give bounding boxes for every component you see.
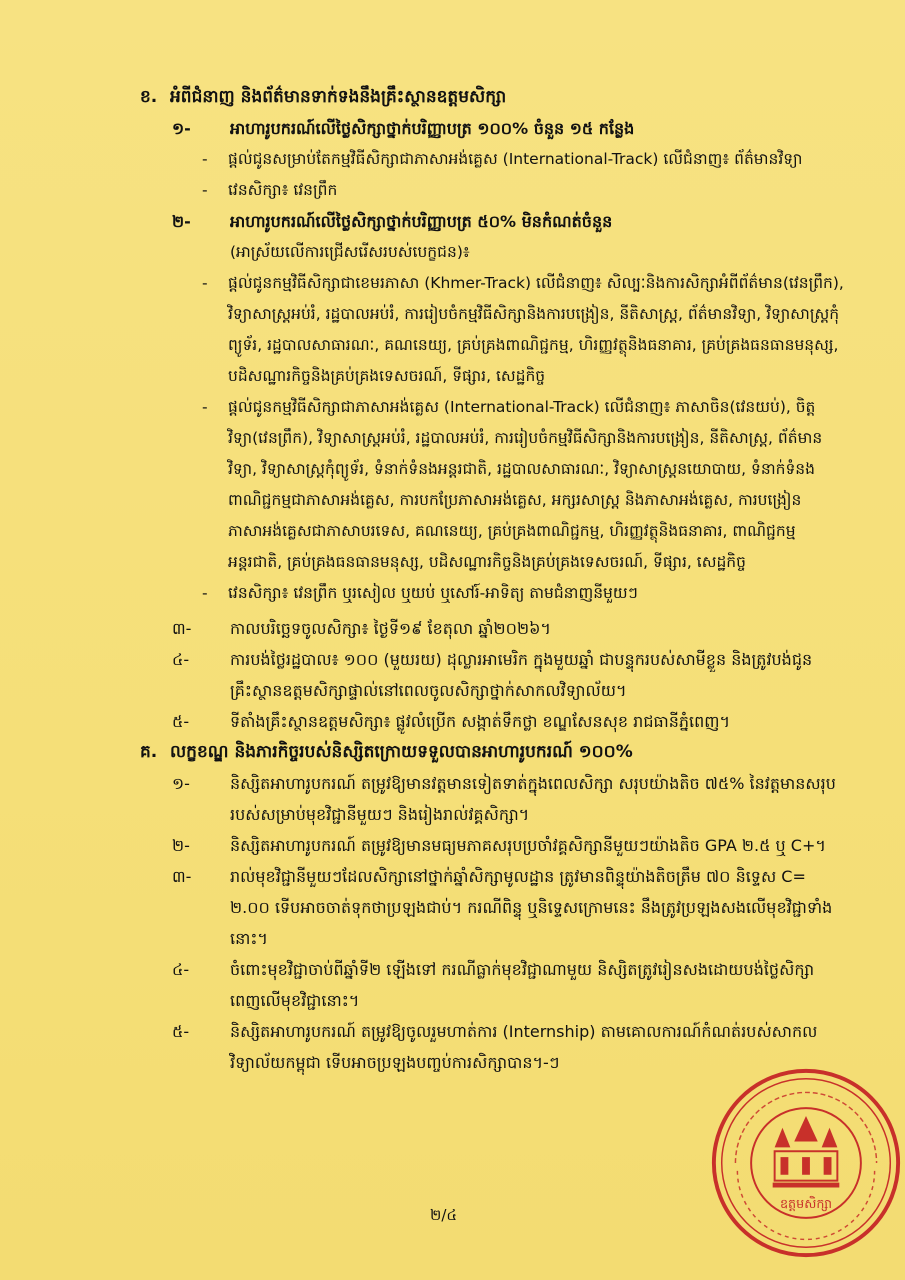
item-text: និស្សិតអាហារូបករណ៍ តម្រូវឱ្យចូលរួមហាត់ការ (Internship) តាមគោលការណ៍កំណត់របស់សាកលវិទ្យាល័យកម្ពុជា ទើបអាចប្រឡងបញ្ចប់ការសិក្សាបាន។-ៗ: [230, 1022, 818, 1072]
sub-text: ផ្តល់ជូនកម្មវិធីសិក្សាជាភាសាអង់គ្លេស (International-Track) លើជំនាញ៖ ភាសាចិន(វេនយប់), ចិត្តវិទ្យា(វេនព្រឹក), វិទ្យាសាស្ត្រអប់រំ, រដ្ឋបាលអប់រំ, ការរៀបចំកម្មវិធីសិក្សានិងការបង្រៀន, នីតិសាស្ត្រ, ព័ត៌មានវិទ្យា, វិទ្យាសាស្ត្រកុំព្យូទ័រ, ទំនាក់ទំនងអន្តរជាតិ, រដ្ឋបាលសាធារណៈ, វិទ្យាសាស្ត្រនយោបាយ, ទំនាក់ទំនងពាណិជ្ជកម្មជាភាសាអង់គ្លេស, ការបកប្រែភាសាអង់គ្លេស, អក្សរសាស្ត្រ និងភាសាអង់គ្លេស, ការបង្រៀនភាសាអង់គ្លេសជាភាសាបរទេស, គណនេយ្យ, គ្រប់គ្រងពាណិជ្ជកម្ម, ហិរញ្ញវត្ថុនិងធនាគារ, ពាណិជ្ជកម្មអន្តរជាតិ, គ្រប់គ្រងធនធានមនុស្ស, បដិសណ្ឋារកិច្ចនិងគ្រប់គ្រងទេសចរណ៍, ទីផ្សារ, សេដ្ឋកិច្ច: [228, 398, 823, 571]
section-c-number: គ.: [140, 742, 158, 762]
item-number: ៣-: [172, 867, 192, 886]
section-b-item-4: [172, 644, 845, 706]
item-text: អាហារូបករណ៍លើថ្លៃសិក្សាថ្នាក់បរិញ្ញាបត្រ ១០០% ចំនួន ១៥ កន្លែង: [230, 119, 635, 138]
sub-text: វេនសិក្សា៖ វេនព្រឹក: [228, 181, 338, 199]
section-c-heading: [140, 737, 845, 768]
item-text: រាល់មុខវិជ្ជានីមួយៗដែលសិក្សានៅថ្នាក់ឆ្នាំសិក្សាមូលដ្ឋាន ត្រូវមានពិន្ទុយ៉ាងតិចត្រឹម ៧០ និទ្ទេស C= ២.០០ ទើបអាចចាត់ទុកថាប្រឡងជាប់។ ករណីពិន្ទុ ឬនិទ្ទេសក្រោមនេះ នឹងត្រូវប្រឡងសងលើមុខវិជ្ជាទាំងនោះ។: [230, 867, 833, 948]
section-b-item-2-sub-1: [202, 268, 845, 392]
section-c-title: លក្ខខណ្ឌ និងភារកិច្ចរបស់និស្សិតក្រោយទទួលបានអាហារូបករណ៍ ១០០%: [170, 742, 633, 762]
item-text: អាហារូបករណ៍លើថ្លៃសិក្សាថ្នាក់បរិញ្ញាបត្រ ៥០% មិនកំណត់ចំនួន: [230, 212, 613, 231]
bullet-dash: -: [202, 584, 208, 602]
section-c-item-2: [172, 830, 845, 861]
item-number: ៥-: [172, 1022, 190, 1041]
section-b-item-2: [172, 206, 845, 237]
official-seal-icon: [708, 1065, 904, 1261]
section-b-item-2-sub-3: [202, 578, 845, 609]
page-number: ២/៤: [430, 1206, 458, 1224]
item-number: ៣-: [172, 619, 192, 638]
section-b-item-2-sub-2: [202, 392, 845, 578]
item-text: កាលបរិច្ឆេទចូលសិក្សា៖ ថ្ងៃទី១៩ ខែតុលា ឆ្នាំ២០២៦។: [230, 619, 551, 638]
section-c-item-4: [172, 954, 845, 1016]
section-b-item-2-note: (អាស្រ័យលើការជ្រើសរើសរបស់បេក្ខជន)៖: [230, 243, 470, 261]
section-c-item-3: [172, 861, 845, 954]
section-b-item-1-sub-1: [202, 144, 845, 175]
item-number: ១-: [172, 119, 191, 138]
item-number: ២-: [172, 836, 190, 855]
item-text: ទីតាំងគ្រឹះស្ថានឧត្តមសិក្សា៖ ផ្លូវលំប្រេីក សង្កាត់ទឹកថ្លា ខណ្ឌសែនសុខ រាជធានីភ្នំពេញ។: [230, 712, 731, 731]
bullet-dash: -: [202, 150, 208, 168]
section-b-number: ខ.: [140, 87, 158, 107]
section-b-heading: [140, 82, 845, 113]
section-b-title: អំពីជំនាញ និងព័ត៌មានទាក់ទងនឹងគ្រឹះស្ថានឧត្តមសិក្សា: [170, 87, 507, 107]
item-number: ៤-: [172, 960, 190, 979]
section-b-item-3: [172, 613, 845, 644]
item-number: ៤-: [172, 650, 190, 669]
section-b-item-5: [172, 706, 845, 737]
item-number: ១-: [172, 774, 190, 793]
section-b-item-1-sub-2: [202, 175, 845, 206]
sub-text: ផ្តល់ជូនសម្រាប់តែកម្មវិធីសិក្សាជាភាសាអង់គ្លេស (International-Track) លើជំនាញ៖ ព័ត៌មានវិទ្យា: [228, 150, 803, 168]
document-body: [140, 82, 845, 1078]
sub-text: ផ្តល់ជូនកម្មវិធីសិក្សាជាខេមរភាសា (Khmer-Track) លើជំនាញ៖ សិល្បៈនិងការសិក្សាអំពីព័ត៌មាន(វេនព្រឹក), វិទ្យាសាស្ត្រអប់រំ, រដ្ឋបាលអប់រំ, ការរៀបចំកម្មវិធីសិក្សានិងការបង្រៀន, នីតិសាស្ត្រ, ព័ត៌មានវិទ្យា, វិទ្យាសាស្ត្រកុំព្យូទ័រ, រដ្ឋបាលសាធារណៈ, គណនេយ្យ, គ្រប់គ្រងពាណិជ្ជកម្ម, ហិរញ្ញវត្ថុនិងធនាគារ, គ្រប់គ្រងធនធានមនុស្ស, បដិសណ្ឋារកិច្ចនិងគ្រប់គ្រងទេសចរណ៍, ទីផ្សារ, សេដ្ឋកិច្ច: [228, 274, 844, 385]
section-c-item-1: [172, 768, 845, 830]
bullet-dash: -: [202, 181, 208, 199]
section-b-item-1: [172, 113, 845, 144]
seal-inner-text: ឧត្តមសិក្សា: [779, 1197, 833, 1213]
bullet-dash: -: [202, 274, 208, 292]
bullet-dash: -: [202, 398, 208, 416]
item-text: ចំពោះមុខវិជ្ជាចាប់ពីឆ្នាំទី២ ឡើងទៅ ករណីធ្លាក់មុខវិជ្ជាណាមួយ និស្សិតត្រូវរៀនសងដោយបង់ថ្លៃសិក្សាពេញលើមុខវិជ្ជានោះ។: [230, 960, 815, 1010]
item-number: ៥-: [172, 712, 190, 731]
item-text: និស្សិតអាហារូបករណ៍ តម្រូវឱ្យមានវត្តមានទៀតទាត់ក្នុងពេលសិក្សា សរុបយ៉ាងតិច ៧៥% នៃវត្តមានសរុបរបស់សម្រាប់មុខវិជ្ជានីមួយៗ និងរៀងរាល់វគ្គសិក្សា។: [230, 774, 836, 824]
item-number: ២-: [172, 212, 191, 231]
item-text: និស្សិតអាហារូបករណ៍ តម្រូវឱ្យមានមធ្យមភាគសរុបប្រចាំវគ្គសិក្សានីមួយៗយ៉ាងតិច GPA ២.៥ ឬ C+។: [230, 836, 826, 855]
item-text: ការបង់ថ្លៃរដ្ឋបាល៖ ១០០ (មួយរយ) ដុល្លារអាមេរិក ក្នុងមួយឆ្នាំ ជាបន្ទុករបស់សាមីខ្លួន និងត្រូវបង់ជូនគ្រឹះស្ថានឧត្តមសិក្សាផ្ទាល់នៅពេលចូលសិក្សាថ្នាក់សាកលវិទ្យាល័យ។: [230, 650, 813, 700]
sub-text: វេនសិក្សា៖ វេនព្រឹក ឬរសៀល ឬយប់ ឬសៅរ៍-អាទិត្យ តាមជំនាញនីមួយៗ: [228, 584, 638, 602]
